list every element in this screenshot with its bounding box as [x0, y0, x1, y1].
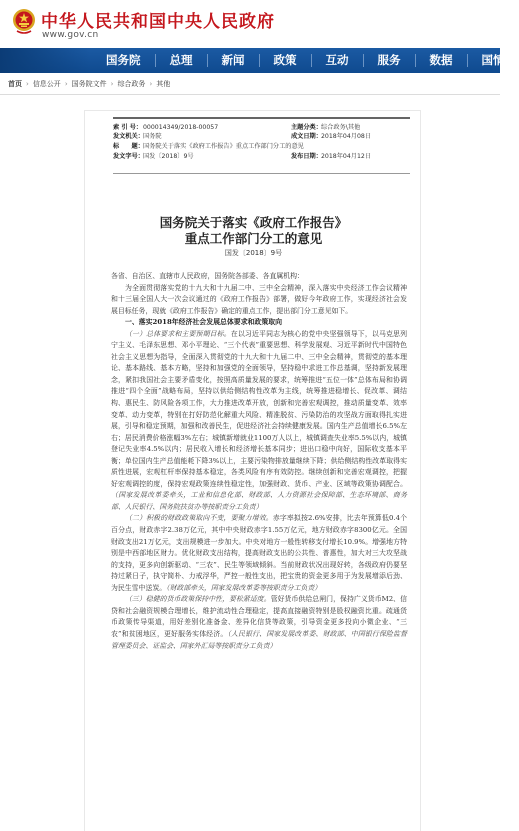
document-title-line-2: 重点工作部门分工的意见 — [184, 231, 323, 246]
nav-decoration — [0, 48, 90, 73]
meta-created-value: 2018年04月08日 — [321, 133, 372, 140]
nav-item-state-council[interactable]: 国务院 — [106, 53, 141, 67]
salutation: 各省、自治区、直辖市人民政府，国务院各部委、各直属机构： — [111, 272, 304, 280]
paragraph-1-text: 在以习近平同志为核心的党中央坚强领导下，以马克思列宁主义、毛泽东思想、邓小平理论、“三个代表”重要思想、科学发展观、习近平新时代中国特色社会主义思想为指导，全面深入贯彻党的十九大和十九届二中、三中全会精神，贯彻党的基本理论、基本路线、基本方略，坚持和加强党的全面领导，坚持稳中求进工作总基调，坚持新发展理念，紧扣我国社会主要矛盾变化，按照高质量发展的要求，统筹推进“五位一体”总体布局和协调推进“四个全面”战略布局，坚持以供给侧结构性改革为主线，统筹推进稳增长、促改革、调结构、惠民生、防风险各项工作，大力推进改革开放，创新和完善宏观调控，推动质量变革、效率变革、动力变革，特别在打好防范化解重大风险、精准脱贫、污染防治的攻坚战方面取得扎实进展，引导和稳定预期，加强和改善民生，促进经济社会持续健康发展。国内生产总值增长6.5%左右；居民消费价格涨幅3%左右；城镇新增就业1100万人以上，城镇调查失业率5.5%以内，城镇登记失业率4.5%以内；居民收入增长和经济增长基本同步；进出口稳中向好，国际收支基本平衡；单位国内生产总值能耗下降3%以上，主要污染物排放量继续下降；供给侧结构性改革取得实质性进展，宏观杠杆率保持基本稳定，各类风险有序有效防控。继续创新和完善宏观调控，把握好宏观调控的度，保持宏观政策连续性稳定性，加强财政、货币、产业、区域等政策协调配合。 — [111, 329, 407, 488]
meta-created-label: 成文日期： — [291, 133, 322, 140]
meta-docno-value: 国发〔2018〕9号 — [143, 153, 194, 160]
document-body — [111, 271, 407, 652]
breadcrumb-arrow-icon: › — [149, 80, 153, 88]
document-number: 国发〔2018〕9号 — [224, 249, 283, 257]
breadcrumb-arrow-icon: › — [110, 80, 114, 88]
paragraph-3 — [111, 594, 407, 652]
meta-issuer-value: 国务院 — [143, 133, 162, 140]
breadcrumb — [0, 73, 500, 95]
intro-paragraph: 为全面贯彻落实党的十九大和十九届二中、三中全会精神，深入落实中央经济工作会议精神和十三届全国人大一次会议通过的《政府工作报告》部署，做好今年政府工作，实现经济社会发展目标任务，现就《政府工作报告》确定的重点工作，提出部门分工意见如下。 — [111, 283, 407, 315]
paragraph-1 — [111, 329, 407, 514]
paragraph-3-units: （人民银行、国家发展改革委、财政部、中国银行保险监督管理委员会、证监会、国家外汇局等按职责分工负责） — [111, 629, 407, 650]
meta-row-title — [113, 142, 304, 153]
breadcrumb-item[interactable]: 信息公开 — [32, 80, 61, 88]
nav-item-data[interactable]: 数据 — [429, 53, 453, 67]
national-emblem-icon[interactable] — [12, 7, 36, 35]
meta-row-docno — [113, 152, 194, 163]
meta-title-value: 国务院关于落实《政府工作报告》重点工作部门分工的意见 — [143, 143, 304, 150]
paragraph-1-heading: （一）总体要求和主要预期目标。 — [125, 329, 231, 338]
meta-docno-label: 发文字号： — [113, 153, 144, 160]
site-title[interactable]: 中华人民共和国中央人民政府 — [41, 12, 275, 32]
main-nav — [0, 48, 505, 73]
nav-item-national-conditions[interactable]: 国情 — [481, 53, 505, 67]
breadcrumb-arrow-icon: › — [64, 80, 68, 88]
paragraph-2-units: （财政部牵头，国家发展改革委等按职责分工负责） — [166, 583, 322, 592]
nav-item-services[interactable]: 服务 — [377, 53, 401, 67]
nav-list — [92, 48, 519, 73]
nav-item-news[interactable]: 新闻 — [221, 53, 245, 67]
breadcrumb-arrow-icon: › — [26, 80, 29, 88]
breadcrumb-item[interactable]: 国务院文件 — [71, 80, 107, 88]
breadcrumb-home[interactable]: 首页 — [8, 80, 22, 88]
meta-issuer-label: 发文机关： — [113, 133, 144, 140]
meta-published-label: 发布日期： — [291, 153, 322, 160]
site-header — [0, 0, 500, 48]
meta-row-issuer — [113, 132, 162, 143]
breadcrumb-item[interactable]: 综合政务 — [117, 80, 146, 88]
document-title-line-1: 国务院关于落实《政府工作报告》 — [159, 215, 348, 230]
meta-index-label: 索 引 号： — [113, 124, 143, 131]
paragraph-2 — [111, 513, 407, 594]
site-url[interactable]: www.gov.cn — [42, 30, 99, 40]
breadcrumb-item[interactable]: 其他 — [156, 80, 171, 88]
meta-row-created — [291, 132, 371, 143]
document-panel — [84, 110, 421, 831]
meta-category-value: 综合政务\其他 — [321, 124, 361, 131]
paragraph-2-text: 赤字率拟按2.6%安排，比去年预算低0.4个百分点，财政赤字2.38万亿元，其中中央财政赤字1.55万亿元，地方财政赤字8300亿元。全国财政支出21万亿元，支出规模进一步加大。中央对地方一般性转移支付增长10.9%。增强地方特别是中西部地区财力。优化财政支出结构，提高财政支出的公共性、普惠性，加大对三大攻坚战的支持，更多向创新驱动、“三农”、民生等领域倾斜。当前财政状况出现好转，各级政府仍要坚持过紧日子，执守简朴、力戒浮华，严控一般性支出，把宝贵的资金更多用于为发展增添后劲、为民生雪中送炭。 — [111, 514, 407, 592]
paragraph-3-text: 管好货币供给总闸门，保持广义货币M2、信贷和社会融资规模合理增长，维护流动性合理稳定，提高直接融资特别是股权融资比重。疏通货币政策传导渠道，用好差别化准备金、差异化信贷等政策，引导资金更多投向小微企业、“三农”和贫困地区，更好服务实体经济。 — [111, 595, 407, 638]
nav-item-premier[interactable]: 总理 — [169, 53, 193, 67]
nav-item-interaction[interactable]: 互动 — [325, 53, 349, 67]
nav-item-policy[interactable]: 政策 — [273, 53, 297, 67]
paragraph-2-heading: （二）积极的财政政策取向不变，要聚力增效。 — [125, 514, 273, 523]
meta-published-value: 2018年04月12日 — [321, 153, 372, 160]
section-heading: 一、落实2018年经济社会发展总体要求和政策取向 — [125, 318, 282, 327]
meta-category-label: 主题分类： — [291, 124, 322, 131]
paragraph-1-units: （国家发展改革委牵头，工业和信息化部、财政部、人力资源社会保障部、生态环境部、商务部、人民银行、国务院扶贫办等按职责分工负责） — [111, 491, 407, 511]
paragraph-3-heading: （三）稳健的货币政策保持中性，要松紧适度。 — [125, 595, 271, 604]
meta-title-label: 标 题： — [113, 143, 144, 150]
meta-row-published — [291, 152, 371, 163]
meta-index-value: 000014349/2018-00057 — [143, 124, 219, 131]
document-metadata-table — [113, 117, 410, 174]
